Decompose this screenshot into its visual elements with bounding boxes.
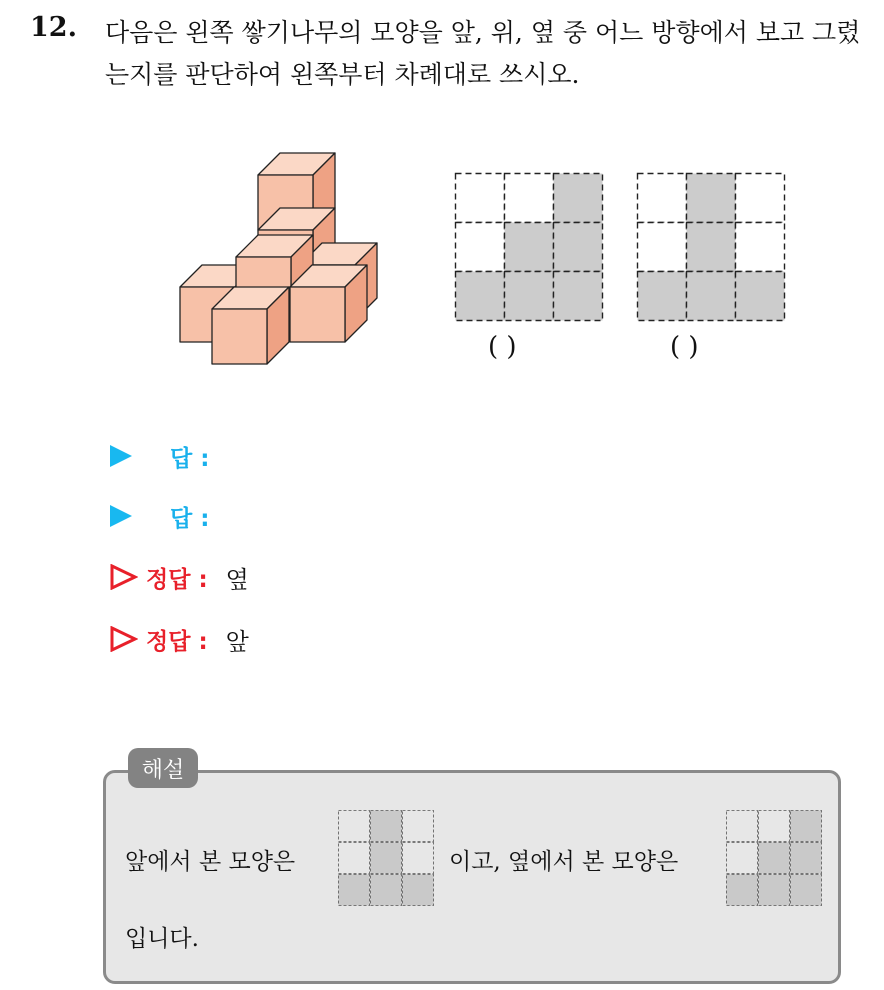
mini-cell-filled <box>791 875 822 906</box>
grid-cell-empty <box>638 174 687 223</box>
grid-cell-filled <box>505 223 554 272</box>
grid-cell-empty <box>638 223 687 272</box>
question-text: 다음은 왼쪽 쌓기나무의 모양을 앞, 위, 옆 중 어느 방향에서 보고 그렸는지를 판단하여 왼쪽부터 차례대로 쓰시오. <box>105 18 861 89</box>
mini-cell-empty <box>339 811 370 842</box>
question-number: 12. <box>30 12 77 43</box>
outline-arrow-icon <box>110 626 138 652</box>
answer-blank-1[interactable]: ( ) <box>488 332 517 362</box>
mini-cell-filled <box>759 843 790 874</box>
answer-row-2 <box>110 498 227 534</box>
play-arrow-icon <box>110 505 132 527</box>
grid-cell-empty <box>736 223 785 272</box>
correct-value: 옆 <box>225 565 249 594</box>
outline-arrow-icon <box>110 564 138 590</box>
mini-cell-filled <box>371 811 402 842</box>
correct-row-2 <box>110 621 249 657</box>
grid-cell-empty <box>456 174 505 223</box>
correct-value: 앞 <box>225 627 249 656</box>
grid-cell-filled <box>736 272 785 321</box>
mini-cell-filled <box>371 843 402 874</box>
mini-cell-empty <box>403 811 434 842</box>
view-grid-1 <box>454 172 604 322</box>
grid-cell-filled <box>687 272 736 321</box>
grid-cell-empty <box>456 223 505 272</box>
grid-cell-filled <box>687 223 736 272</box>
grid-cell-filled <box>687 174 736 223</box>
grid-cell-filled <box>638 272 687 321</box>
grid-cell-filled <box>456 272 505 321</box>
explanation-text-3: 입니다. <box>125 926 199 952</box>
answer-blank-2[interactable]: ( ) <box>670 332 699 362</box>
answer-row-1 <box>110 438 227 474</box>
mini-cell-empty <box>403 843 434 874</box>
mini-cell-empty <box>727 811 758 842</box>
explanation-text-2: 이고, 옆에서 본 모양은 <box>449 849 679 875</box>
side-view-mini-grid <box>726 810 822 906</box>
grid-cell-filled <box>505 272 554 321</box>
explanation-tag: 해설 <box>128 748 198 788</box>
mini-cell-empty <box>339 843 370 874</box>
mini-cell-empty <box>727 843 758 874</box>
grid-cell-empty <box>505 174 554 223</box>
mini-cell-empty <box>759 811 790 842</box>
cube-front-face <box>212 309 267 364</box>
mini-cell-filled <box>791 811 822 842</box>
correct-label: 정답 : <box>146 566 208 593</box>
play-arrow-icon <box>110 445 132 467</box>
mini-cell-filled <box>403 875 434 906</box>
mini-cell-filled <box>339 875 370 906</box>
grid-cell-empty <box>736 174 785 223</box>
answer-label: 답 : <box>170 505 210 532</box>
cube-front-face <box>290 287 345 342</box>
grid-cell-filled <box>554 223 603 272</box>
view-grid-2 <box>636 172 786 322</box>
correct-label: 정답 : <box>146 628 208 655</box>
explanation-text-1: 앞에서 본 모양은 <box>125 849 296 875</box>
mini-cell-filled <box>727 875 758 906</box>
grid-cell-filled <box>554 174 603 223</box>
stacked-cubes-figure <box>170 150 400 375</box>
correct-row-1 <box>110 559 249 595</box>
front-view-mini-grid <box>338 810 434 906</box>
answer-label: 답 : <box>170 445 210 472</box>
mini-cell-filled <box>791 843 822 874</box>
grid-cell-filled <box>554 272 603 321</box>
mini-cell-filled <box>371 875 402 906</box>
mini-cell-filled <box>759 875 790 906</box>
